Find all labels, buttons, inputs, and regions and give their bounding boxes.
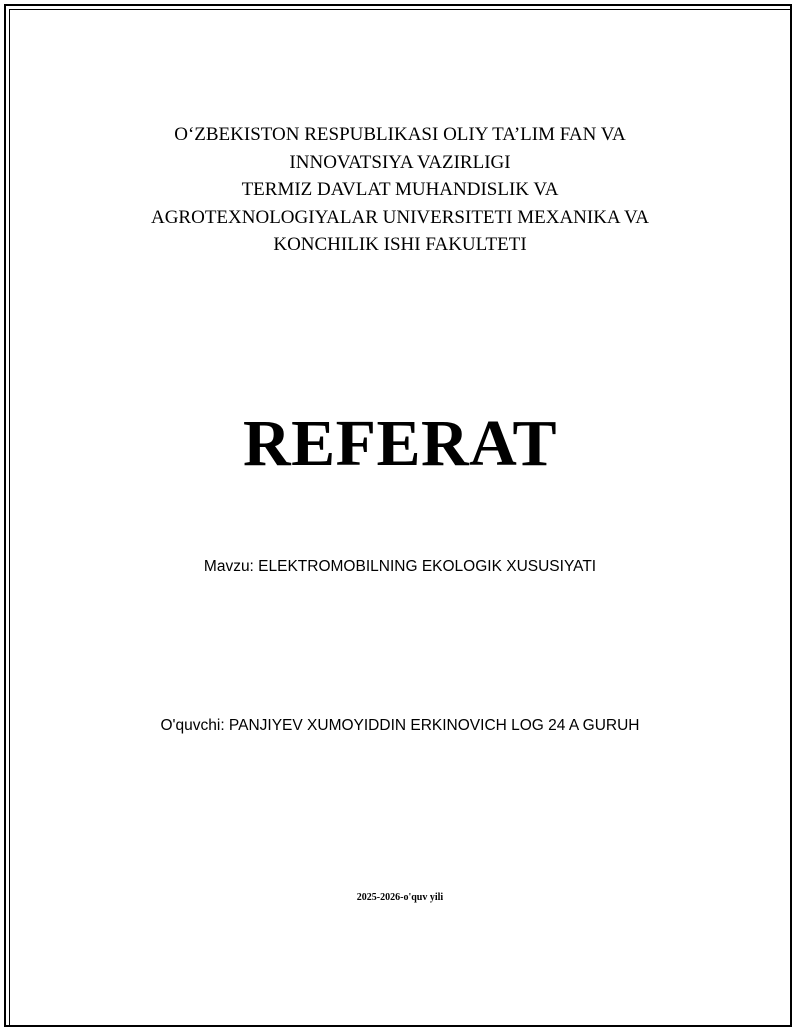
- header-line-ministry-2: INNOVATSIYA VAZIRLIGI: [289, 151, 511, 173]
- header-line-university-1: TERMIZ DAVLAT MUHANDISLIK VA: [241, 179, 559, 200]
- header-line-university-2: AGROTEXNOLOGIYALAR UNIVERSITETI MEXANIKA VA: [150, 206, 650, 228]
- topic-line: Mavzu: ELEKTROMOBILNING EKOLOGIK XUSUSIYATI: [203, 558, 597, 575]
- header-line-ministry-1: O‘ZBEKISTON RESPUBLIKASI OLIY TA’LIM FAN VA: [174, 124, 626, 145]
- student-line: O'quvchi: PANJIYEV XUMOYIDDIN ERKINOVICH LOG 24 A GURUH: [160, 717, 640, 734]
- document-title: REFERAT: [243, 407, 557, 480]
- header-line-faculty: KONCHILIK ISHI FAKULTETI: [273, 234, 527, 255]
- institution-header: [0, 121, 800, 259]
- academic-year: 2025-2026-o'quv yili: [356, 892, 444, 903]
